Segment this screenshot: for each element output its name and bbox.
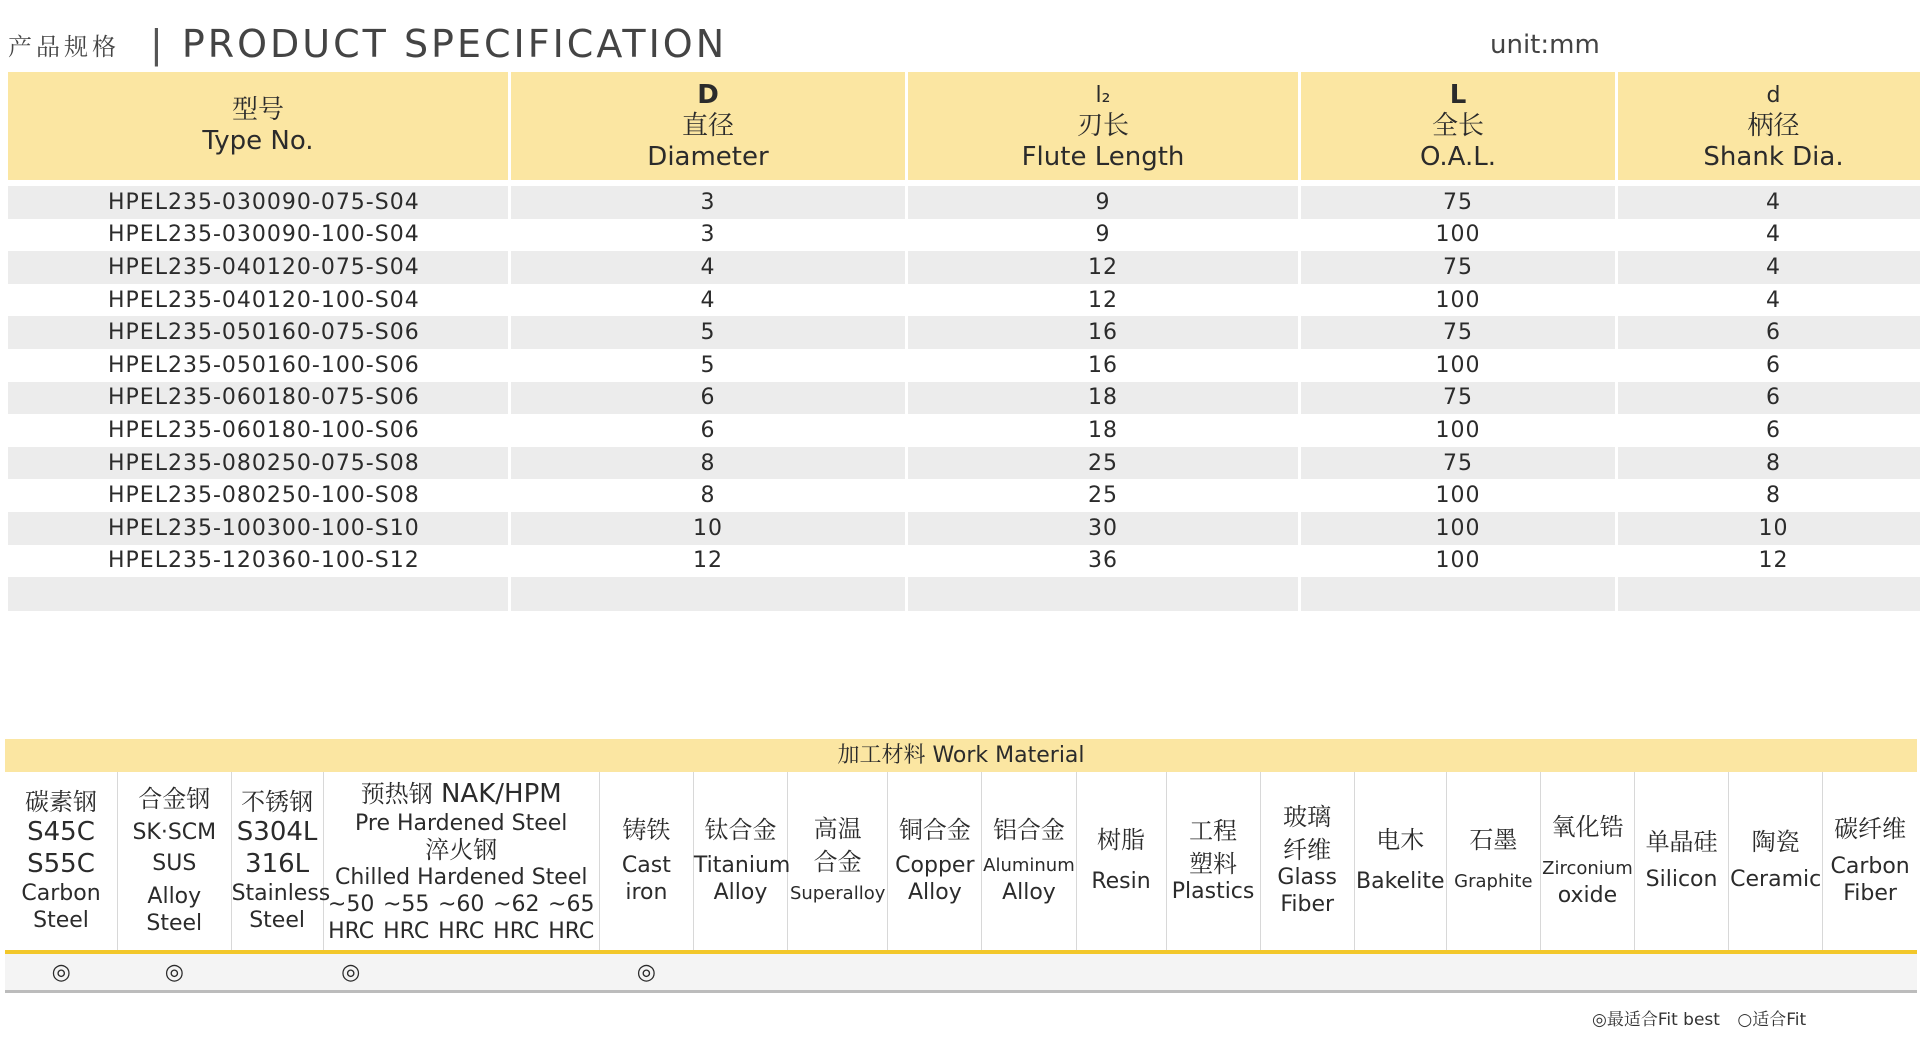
cell-shank-dia: 6 — [1618, 349, 1920, 382]
titanium-en2: Alloy — [713, 879, 768, 905]
title-separator: | — [150, 22, 166, 66]
alloy-steel-zh: 合金钢 — [138, 784, 211, 813]
bakelite-en: Bakelite — [1356, 869, 1445, 894]
cell-oal: 75 — [1301, 382, 1615, 415]
superalloy-zh1: 高温 — [813, 814, 862, 843]
col-flute-zh: 刃长 — [1076, 110, 1129, 141]
cell-shank-dia: 6 — [1618, 316, 1920, 349]
alloy-steel-grade1: SK·SCM — [132, 819, 217, 845]
col-type-en: Type No. — [202, 126, 314, 156]
stainless-en1: Stainless — [231, 880, 331, 906]
hrc-unit-50: HRC — [328, 919, 375, 944]
title-en: PRODUCT SPECIFICATION — [181, 22, 728, 66]
material-graphite — [1446, 772, 1540, 950]
col-type-no — [8, 72, 508, 180]
plastics-en: Plastics — [1171, 878, 1255, 904]
zirconium-zh: 氧化锆 — [1551, 812, 1624, 841]
cast-iron-en1: Cast — [621, 852, 671, 878]
cell-shank-dia: 4 — [1618, 219, 1920, 252]
col-oal-en: O.A.L. — [1419, 141, 1497, 172]
mark-copper — [888, 954, 982, 990]
table-row-empty — [8, 577, 1920, 611]
carbon-fiber-zh: 碳纤维 — [1834, 814, 1907, 843]
carbon-steel-en1: Carbon — [21, 880, 101, 906]
table-row — [8, 219, 1920, 252]
col-shank-zh: 柄径 — [1747, 110, 1800, 141]
legend-fit: ○适合Fit — [1737, 1010, 1807, 1030]
cast-iron-en2: iron — [625, 879, 668, 905]
chilled-en: Chilled Hardened Steel — [334, 865, 588, 890]
cell-flute-length: 9 — [908, 219, 1298, 252]
copper-en1: Copper — [895, 852, 975, 878]
hrc-range-55: ~55 — [382, 892, 430, 917]
mark-hrc-65 — [544, 954, 599, 990]
cell-flute-length: 9 — [908, 186, 1298, 219]
mark-resin — [1076, 954, 1166, 990]
hrc-range-60: ~60 — [437, 892, 485, 917]
stainless-zh: 不锈钢 — [241, 787, 314, 816]
mark-superalloy — [788, 954, 888, 990]
col-diameter-zh: 直径 — [681, 110, 734, 141]
material-aluminum — [982, 772, 1076, 950]
material-carbon-steel — [5, 772, 118, 950]
cell-shank-dia: 6 — [1618, 414, 1920, 447]
stainless-en2: Steel — [249, 907, 305, 933]
work-material-section — [5, 739, 1917, 993]
zirconium-en2: oxide — [1557, 882, 1618, 908]
cell-flute-length: 12 — [908, 251, 1298, 284]
mark-stainless — [231, 954, 323, 990]
pre-hardened-grade: NAK/HPM — [440, 779, 562, 809]
mark-hrc-50: ◎ — [323, 954, 378, 990]
cell-flute-length: 16 — [908, 349, 1298, 382]
cell-oal: 100 — [1301, 512, 1615, 545]
mark-hrc-60 — [434, 954, 489, 990]
titanium-en1: Titanium — [693, 852, 791, 878]
cell-flute-length: 18 — [908, 382, 1298, 415]
table-row — [8, 382, 1920, 415]
alloy-steel-en1: Alloy — [147, 883, 202, 909]
cell-type-no: HPEL235-050160-075-S06 — [8, 316, 508, 349]
cell-diameter: 4 — [511, 284, 905, 317]
bakelite-zh: 电木 — [1376, 826, 1425, 854]
carbon-steel-grade2: S55C — [27, 848, 95, 879]
silicon-zh: 单晶硅 — [1645, 828, 1718, 856]
cell-oal: 75 — [1301, 186, 1615, 219]
material-bakelite — [1354, 772, 1446, 950]
mark-bakelite — [1354, 954, 1446, 990]
mark-hrc-55 — [378, 954, 433, 990]
col-oal — [1301, 72, 1615, 180]
material-resin — [1076, 772, 1166, 950]
carbon-steel-en2: Steel — [33, 907, 89, 933]
col-diameter — [511, 72, 905, 180]
table-row — [8, 414, 1920, 447]
cell-shank-dia: 12 — [1618, 545, 1920, 578]
mark-titanium — [693, 954, 787, 990]
pre-hardened-en: Pre Hardened Steel — [355, 811, 568, 836]
work-material-divider — [5, 990, 1917, 993]
ceramic-en: Ceramic — [1730, 867, 1822, 892]
hrc-units — [324, 918, 599, 945]
cell-oal: 75 — [1301, 316, 1615, 349]
cell-shank-dia: 4 — [1618, 284, 1920, 317]
mark-plastics — [1166, 954, 1260, 990]
mark-graphite — [1446, 954, 1540, 990]
cell-type-no: HPEL235-060180-100-S06 — [8, 414, 508, 447]
unit-label: unit:mm — [1490, 30, 1600, 60]
table-row — [8, 349, 1920, 382]
resin-zh: 树脂 — [1097, 826, 1145, 854]
cell-empty — [511, 577, 905, 611]
stainless-grade1: S304L — [236, 816, 318, 847]
cell-shank-dia: 6 — [1618, 382, 1920, 415]
cell-flute-length: 12 — [908, 284, 1298, 317]
work-material-title: 加工材料 Work Material — [5, 739, 1917, 772]
cell-oal: 100 — [1301, 284, 1615, 317]
cell-empty — [1618, 577, 1920, 611]
table-row — [8, 186, 1920, 219]
mark-zirconium — [1540, 954, 1634, 990]
mark-glass-fiber — [1260, 954, 1354, 990]
col-flute-length — [908, 72, 1298, 180]
hardened-line1 — [324, 778, 599, 810]
col-diameter-symbol: D — [697, 79, 719, 110]
hrc-unit-62: HRC — [493, 919, 540, 944]
cell-diameter: 6 — [511, 382, 905, 415]
col-flute-en: Flute Length — [1021, 141, 1185, 172]
cell-diameter: 5 — [511, 316, 905, 349]
cell-empty — [908, 577, 1298, 611]
cell-type-no: HPEL235-030090-100-S04 — [8, 219, 508, 252]
table-row — [8, 479, 1920, 512]
mark-ceramic — [1729, 954, 1823, 990]
cell-diameter: 3 — [511, 186, 905, 219]
material-carbon-fiber — [1823, 772, 1917, 950]
material-cast-iron — [599, 772, 693, 950]
cell-empty — [8, 577, 508, 611]
cell-type-no: HPEL235-040120-100-S04 — [8, 284, 508, 317]
material-stainless — [231, 772, 331, 950]
cell-diameter: 3 — [511, 219, 905, 252]
cell-shank-dia: 10 — [1618, 512, 1920, 545]
cell-flute-length: 16 — [908, 316, 1298, 349]
material-superalloy — [788, 772, 888, 950]
material-hardened-steel — [323, 772, 599, 950]
hrc-unit-60: HRC — [438, 919, 485, 944]
material-copper — [888, 772, 982, 950]
alloy-steel-grade2: SUS — [152, 850, 197, 876]
carbon-steel-zh: 碳素钢 — [25, 787, 97, 816]
cell-oal: 100 — [1301, 219, 1615, 252]
hrc-unit-65: HRC — [548, 919, 595, 944]
work-material-table — [5, 772, 1917, 990]
hrc-unit-55: HRC — [383, 919, 430, 944]
cell-diameter: 4 — [511, 251, 905, 284]
graphite-en: Graphite — [1454, 871, 1533, 892]
material-zirconium — [1540, 772, 1634, 950]
table-row — [8, 284, 1920, 317]
cell-oal: 75 — [1301, 447, 1615, 480]
table-row — [8, 512, 1920, 545]
table-row — [8, 316, 1920, 349]
title-zh: 产品规格 — [8, 32, 120, 61]
suitability-row — [5, 954, 1917, 990]
col-oal-zh: 全长 — [1431, 110, 1484, 141]
carbon-fiber-en1: Carbon — [1830, 853, 1910, 879]
resin-en: Resin — [1091, 869, 1151, 894]
hrc-range-50: ~50 — [327, 892, 375, 917]
cell-diameter: 6 — [511, 414, 905, 447]
cell-diameter: 5 — [511, 349, 905, 382]
mark-cast-iron: ◎ — [599, 954, 693, 990]
table-row — [8, 251, 1920, 284]
titanium-zh: 钛合金 — [704, 815, 777, 844]
legend — [1592, 1005, 1806, 1030]
cell-oal: 100 — [1301, 349, 1615, 382]
plastics-zh2: 塑料 — [1189, 849, 1238, 878]
material-plastics — [1166, 772, 1260, 950]
cell-flute-length: 25 — [908, 479, 1298, 512]
cell-diameter: 10 — [511, 512, 905, 545]
col-shank-symbol: d — [1766, 82, 1781, 108]
graphite-zh: 石墨 — [1469, 826, 1518, 854]
col-shank-en: Shank Dia. — [1703, 141, 1844, 172]
plastics-zh1: 工程 — [1189, 816, 1238, 845]
carbon-fiber-en2: Fiber — [1843, 880, 1897, 906]
pre-hardened-zh: 预热钢 — [360, 780, 433, 808]
cell-type-no: HPEL235-040120-075-S04 — [8, 251, 508, 284]
cell-type-no: HPEL235-060180-075-S06 — [8, 382, 508, 415]
cell-type-no: HPEL235-120360-100-S12 — [8, 545, 508, 578]
cell-flute-length: 36 — [908, 545, 1298, 578]
chilled-zh: 淬火钢 — [425, 836, 498, 864]
cell-type-no: HPEL235-100300-100-S10 — [8, 512, 508, 545]
cell-oal: 75 — [1301, 251, 1615, 284]
ceramic-zh: 陶瓷 — [1751, 828, 1800, 856]
cell-shank-dia: 8 — [1618, 479, 1920, 512]
cell-type-no: HPEL235-080250-075-S08 — [8, 447, 508, 480]
cell-diameter: 8 — [511, 447, 905, 480]
cell-shank-dia: 8 — [1618, 447, 1920, 480]
cell-empty — [1301, 577, 1615, 611]
glass-fiber-en1: Glass — [1277, 865, 1337, 890]
cell-oal: 100 — [1301, 545, 1615, 578]
col-shank-dia — [1618, 72, 1920, 180]
carbon-steel-grade1: S45C — [27, 816, 95, 847]
mark-carbon-fiber — [1823, 954, 1917, 990]
cell-flute-length: 18 — [908, 414, 1298, 447]
cell-diameter: 12 — [511, 545, 905, 578]
material-ceramic — [1729, 772, 1823, 950]
superalloy-en: Superalloy — [789, 882, 886, 904]
alloy-steel-en2: Steel — [146, 910, 203, 936]
cell-oal: 100 — [1301, 414, 1615, 447]
cast-iron-zh: 铸铁 — [622, 815, 671, 844]
hrc-range-65: ~65 — [548, 892, 595, 917]
cell-oal: 100 — [1301, 479, 1615, 512]
mark-alloy-steel: ◎ — [118, 954, 232, 990]
cell-flute-length: 25 — [908, 447, 1298, 480]
material-alloy-steel — [118, 772, 232, 950]
glass-fiber-zh1: 玻璃 — [1283, 803, 1332, 831]
col-diameter-en: Diameter — [647, 141, 769, 172]
spec-table — [5, 72, 1920, 611]
copper-zh: 铜合金 — [898, 815, 971, 844]
material-glass-fiber — [1260, 772, 1354, 950]
cell-flute-length: 30 — [908, 512, 1298, 545]
glass-fiber-zh2: 纤维 — [1283, 836, 1332, 864]
zirconium-en1: Zirconium — [1542, 857, 1633, 879]
material-titanium — [693, 772, 791, 950]
cell-diameter: 8 — [511, 479, 905, 512]
table-row — [8, 447, 1920, 480]
mark-hrc-62 — [489, 954, 544, 990]
cell-type-no: HPEL235-050160-100-S06 — [8, 349, 508, 382]
hrc-ranges — [324, 891, 599, 918]
mark-aluminum — [982, 954, 1076, 990]
superalloy-zh2: 合金 — [813, 847, 862, 876]
col-flute-symbol: l₂ — [1095, 82, 1111, 108]
mark-silicon — [1635, 954, 1729, 990]
aluminum-en2: Alloy — [1002, 879, 1056, 905]
work-material-row — [5, 772, 1917, 950]
page-title — [8, 18, 727, 70]
cell-shank-dia: 4 — [1618, 251, 1920, 284]
hrc-range-62: ~62 — [493, 892, 540, 917]
table-row — [8, 545, 1920, 578]
aluminum-en1: Aluminum — [983, 854, 1075, 876]
stainless-grade2: 316L — [245, 848, 310, 879]
col-oal-symbol: L — [1449, 79, 1467, 110]
aluminum-zh: 铝合金 — [992, 815, 1065, 844]
glass-fiber-en2: Fiber — [1280, 892, 1335, 917]
cell-type-no: HPEL235-080250-100-S08 — [8, 479, 508, 512]
cell-shank-dia: 4 — [1618, 186, 1920, 219]
legend-fit-best: ◎最适合Fit best — [1592, 1010, 1720, 1030]
col-type-zh: 型号 — [231, 95, 284, 125]
spec-header-row — [8, 72, 1920, 180]
cell-type-no: HPEL235-030090-075-S04 — [8, 186, 508, 219]
mark-carbon-steel: ◎ — [5, 954, 118, 990]
silicon-en: Silicon — [1645, 867, 1718, 892]
copper-en2: Alloy — [907, 879, 962, 905]
material-silicon — [1635, 772, 1729, 950]
